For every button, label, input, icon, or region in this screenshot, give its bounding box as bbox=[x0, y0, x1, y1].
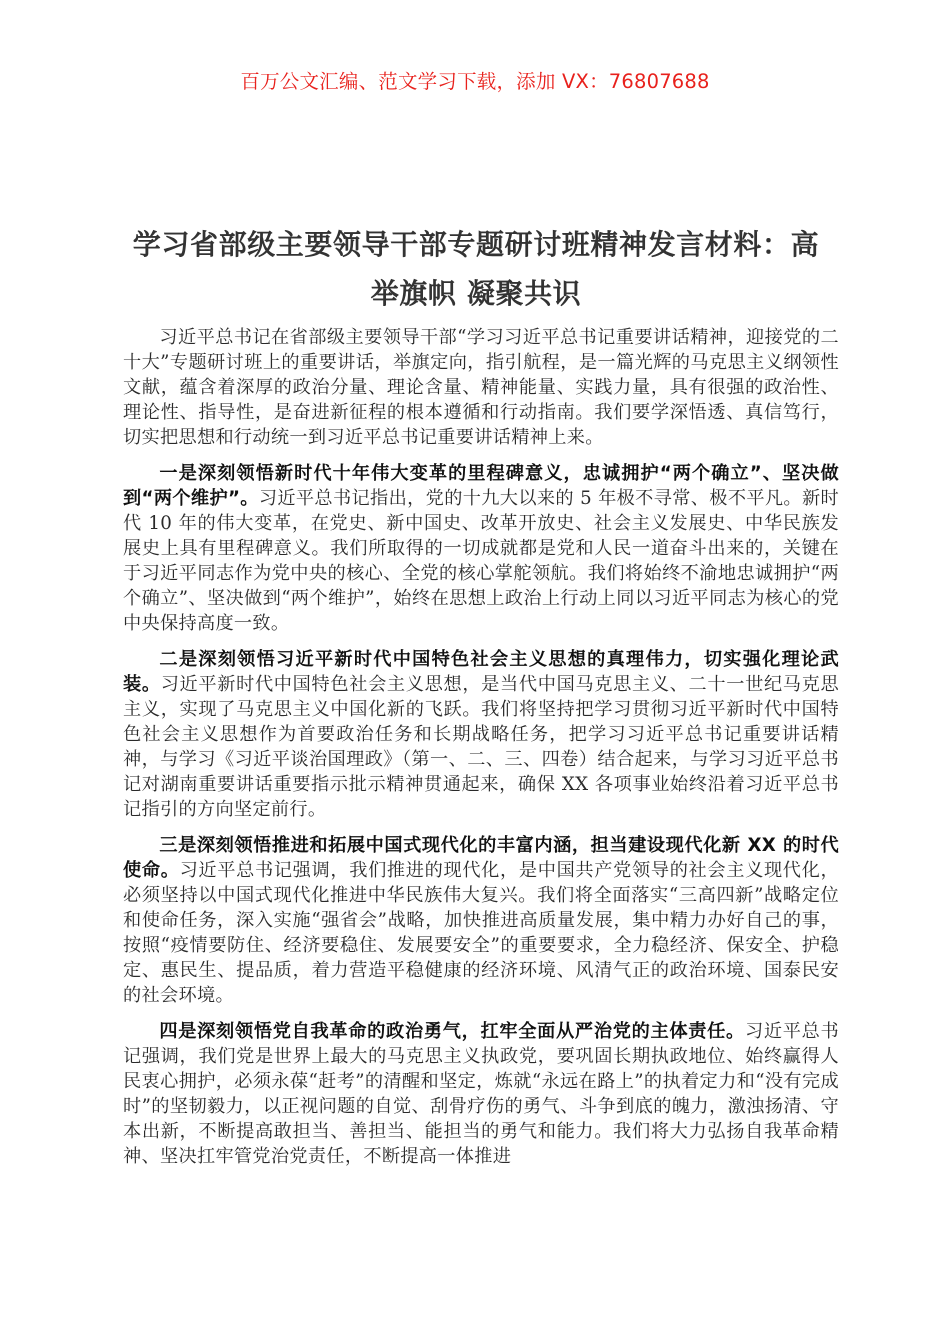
paragraph-text: 习近平总书记在省部级主要领导干部“学习习近平总书记重要讲话精神，迎接党的二十大”专题研讨班上的重要讲话，举旗定向，指引航程，是一篇光辉的马克思主义纲领性文献，蕴含着深厚的政治分量、理论含量、精神能量、实践力量，具有很强的政治性、理论性、指导性，是奋进新征程的根本遵循和行动指南。我们要学深悟透、真信笃行，切实把思想和行动统一到习近平总书记重要讲话精神上来。 bbox=[123, 327, 839, 448]
paragraph-lead: 二是深刻领悟习近平新时代中国特色社会主义思想的真理伟力，切实强化理论武装。 bbox=[123, 649, 839, 695]
document-body bbox=[123, 325, 839, 1180]
paragraph-text: 习近平新时代中国特色社会主义思想，是当代中国马克思主义、二十一世纪马克思主义，实现了马克思主义中国化新的飞跃。我们将坚持把学习贯彻习近平新时代中国特色社会主义思想作为首要政治任务和长期战略任务，把学习习近平总书记重要讲话精神，与学习《习近平谈治国理政》（第一、二、三、四卷）结合起来，与学习习近平总书记对湖南重要讲话重要指示批示精神贯通起来，确保 XX 各项事业始终沿着习近平总书记指引的方向坚定前行。 bbox=[123, 674, 839, 820]
paragraph-1 bbox=[123, 461, 839, 636]
paragraph-text: 习近平总书记指出，党的十九大以来的 5 年极不寻常、极不平凡。新时代 10 年的伟大变革，在党史、新中国史、改革开放史、社会主义发展史、中华民族发展史上具有里程碑意义。我们所取得的一切成就都是党和人民一道奋斗出来的，关键在于习近平同志作为党中央的核心、全党的核心掌舵领航。我们将始终不渝地忠诚拥护“两个确立”、坚决做到“两个维护”，始终在思想上政治上行动上同以习近平同志为核心的党中央保持高度一致。 bbox=[123, 488, 839, 634]
watermark-header: 百万公文汇编、范文学习下载，添加 VX：76807688 bbox=[240, 70, 710, 93]
paragraph-text: 习近平总书记强调，我们推进的现代化，是中国共产党领导的社会主义现代化，必须坚持以中国式现代化推进中华民族伟大复兴。我们将全面落实“三高四新”战略定位和使命任务，深入实施“强省会”战略，加快推进高质量发展，集中精力办好自己的事，按照“疫情要防住、经济要稳住、发展要安全”的重要要求，全力稳经济、保安全、护稳定、惠民生、提品质，着力营造平稳健康的经济环境、风清气正的政治环境、国泰民安的社会环境。 bbox=[123, 860, 839, 1006]
paragraph-intro bbox=[123, 325, 839, 450]
paragraph-3 bbox=[123, 833, 839, 1008]
paragraph-text: 习近平总书记强调，我们党是世界上最大的马克思主义执政党，要巩固长期执政地位、始终赢得人民衷心拥护，必须永葆“赶考”的清醒和坚定，炼就“永远在路上”的执着定力和“没有完成时”的坚韧毅力，以正视问题的自觉、刮骨疗伤的勇气、斗争到底的魄力，激浊扬清、守本出新，不断提高敢担当、善担当、能担当的勇气和能力。我们将大力弘扬自我革命精神、坚决扛牢管党治党责任，不断提高一体推进 bbox=[123, 1021, 839, 1167]
paragraph-lead: 四是深刻领悟党自我革命的政治勇气，扛牢全面从严治党的主体责任。 bbox=[159, 1021, 745, 1042]
document-title: 学习省部级主要领导干部专题研讨班精神发言材料：高举旗帜 凝聚共识 bbox=[132, 228, 820, 310]
paragraph-2 bbox=[123, 647, 839, 822]
paragraph-4 bbox=[123, 1019, 839, 1169]
paragraph-lead: 一是深刻领悟新时代十年伟大变革的里程碑意义，忠诚拥护“两个确立”、坚决做到“两个维护”。 bbox=[123, 463, 839, 509]
paragraph-lead: 三是深刻领悟推进和拓展中国式现代化的丰富内涵，担当建设现代化新 XX 的时代使命。 bbox=[123, 835, 839, 881]
